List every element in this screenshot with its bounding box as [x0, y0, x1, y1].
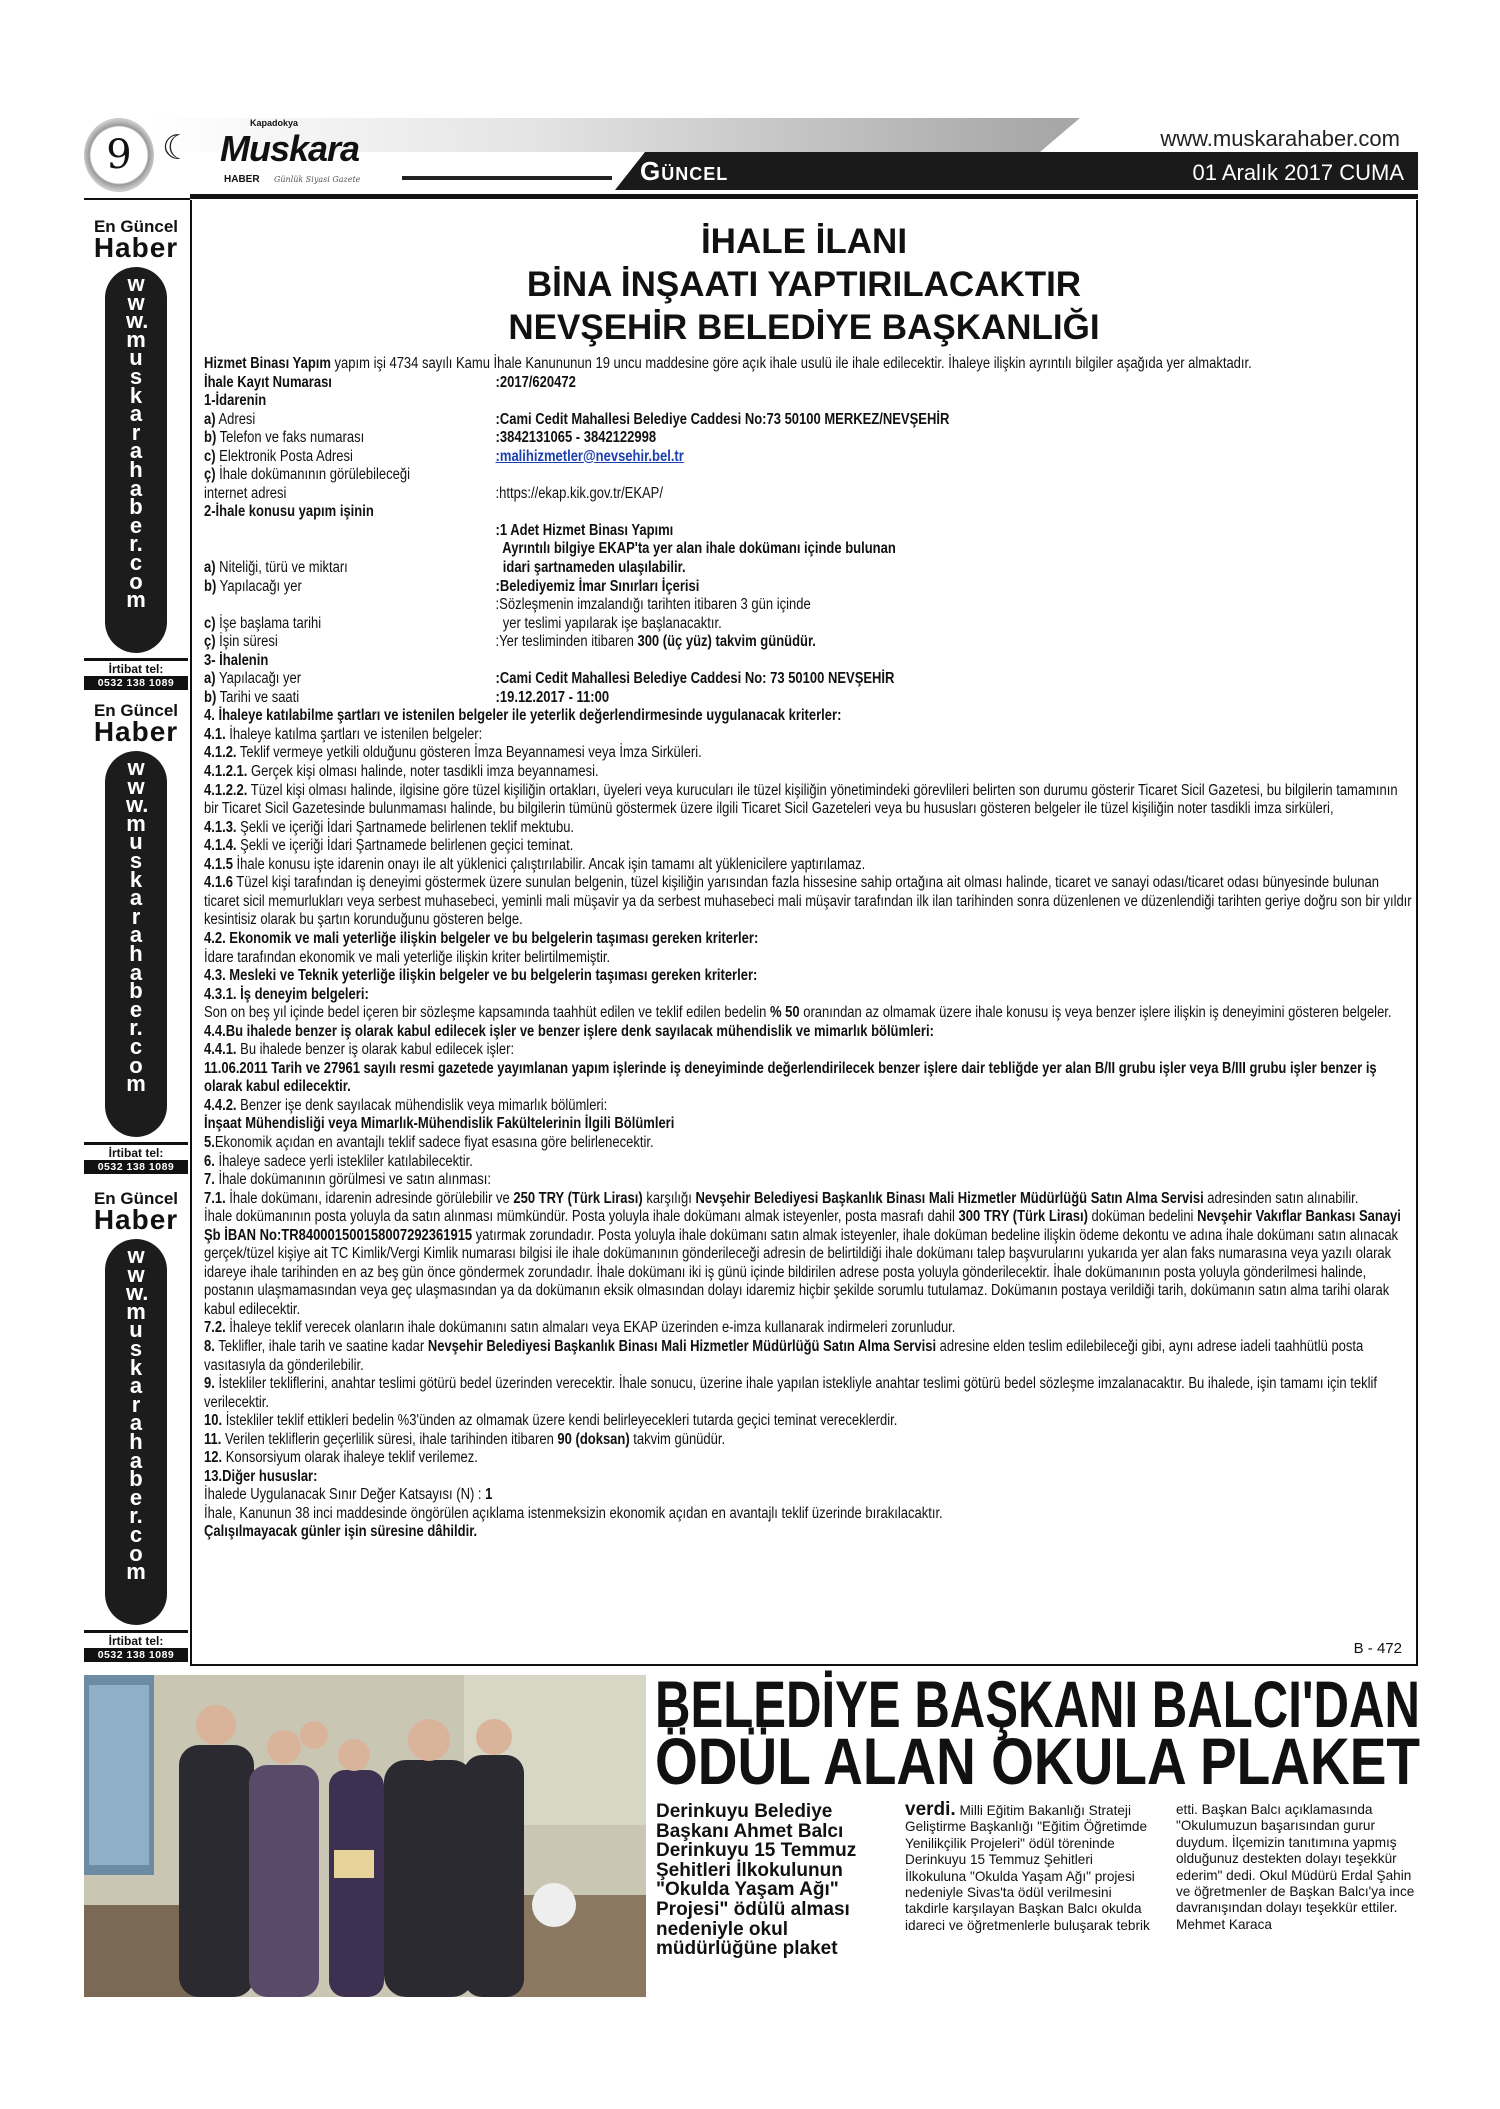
text-segment: 4.1.2.2. — [204, 781, 248, 799]
text-segment: c) — [204, 614, 216, 632]
text-segment: İhaleye teklif verecek olanların ihale dokümanını satın almaları veya EKAP üzerinden e-imza kullanarak indirmeleri zorunludur. — [225, 1319, 956, 1337]
text-segment: 7.1. — [204, 1189, 226, 1207]
notice-field-row — [204, 689, 1414, 708]
logo-top-text: Kapadokya — [250, 118, 299, 128]
text-segment: Benzer işe denk sayılacak mühendislik veya mimarlık bölümleri: — [236, 1096, 608, 1114]
text-segment: Ekonomik açıdan en avantajlı teklif sadece fiyat esasına göre belirlenecektir. — [214, 1133, 654, 1151]
field-label-line — [204, 689, 496, 708]
text-segment: :https://ekap.kik.gov.tr/EKAP/ — [495, 484, 663, 502]
text-segment: :Sözleşmenin imzalandığı tarihten itibaren 3 gün içinde — [495, 596, 811, 614]
text-segment: adresinden satın alınabilir. — [1203, 1189, 1359, 1207]
website-banner — [84, 214, 188, 692]
text-segment: 12. — [204, 1449, 223, 1467]
notice-paragraph — [204, 874, 1414, 930]
field-value-line — [496, 689, 1415, 708]
text-segment: a) — [204, 559, 216, 577]
field-label — [204, 429, 496, 448]
field-value-line — [496, 411, 1415, 430]
notice-field-row — [204, 578, 1414, 597]
text-segment: yatırmak zorundadır. Posta yoluyla ihale dokümanı satın almak isteyenler, ihale doküman bedeline ilişkin ödeme dekontu ve adına ihale dokümanı satın alınacak gerçek/tüzel kişiye ait TC Kimlik/Vergi Kimlik numarası bilgisi ile ihale dokümanının gönderileceği adresin de belirtildiği ihale dokümanı talep başvurularını yukarıda yer alan faks numarasına veya yazılı olarak idareye ihale tarihinden en az beş gün önce göndermek zorundadır. İhale dokümanı iki iş günü içinde bildirilen adrese posta yoluyla gönderilecektir. İhale dokümanının posta yoluyla gönderilmesi halinde, postanın ulaşmamasından veya geç ulaşmasından ya da dokümanın eksik olmasından dolayı idaremiz hiçbir şekilde sorumlu tutulamaz. Dokümanın postaya verildiği tarih, dokümanın satın alma tarihi olarak kabul edilecektir. — [204, 1226, 1399, 1318]
banner-heading: En Güncel — [93, 1189, 179, 1208]
text-segment: 250 TRY (Türk Lirası) — [513, 1189, 643, 1207]
notice-paragraph — [204, 949, 1414, 968]
field-value — [496, 633, 1415, 652]
notice-paragraph — [204, 1134, 1414, 1153]
text-segment: İhale, Kanunun 38 inci maddesinde öngörülen açıklama istenmeksizin ekonomik açıdan en avantajlı teklif üzerinde bırakılacaktır. — [204, 1504, 943, 1522]
text-segment: 4.4.1. — [204, 1041, 237, 1059]
notice-field-row — [204, 522, 1414, 578]
text-segment: Niteliği, türü ve miktarı — [215, 559, 348, 577]
headline-line: ÖDÜL ALAN OKULA PLAKET — [655, 1724, 1420, 1798]
field-label — [204, 466, 496, 503]
text-segment: Nevşehir Belediyesi Başkanlık Binası Mali Hizmetler Müdürlüğü Satın Alma Servisi — [427, 1337, 937, 1355]
notice-paragraph — [204, 1319, 1414, 1338]
notice-paragraph — [204, 1449, 1414, 1468]
text-segment: ç) — [204, 466, 216, 484]
text-segment: 4.4.Bu ihalede benzer iş olarak kabul edilecek işler ve benzer işlere denk sayılacak mühendislik ve mimarlık bölümleri: — [204, 1022, 934, 1040]
text-segment: 300 TRY (Türk Lirası) — [958, 1208, 1088, 1226]
text-segment: internet adresi — [204, 484, 287, 502]
website-url: www.muskarahaber.com — [1160, 126, 1400, 151]
header-rule-left — [84, 198, 190, 200]
text-segment: İhale dokümanının posta yoluyla da satın alınması mümkündür. Posta yoluyla ihale dokümanı almak isteyenler, posta masrafı dahil — [204, 1208, 959, 1226]
text-segment: 4.1. — [204, 725, 226, 743]
field-value — [496, 670, 1415, 689]
text-segment: Tarihi ve saati — [216, 688, 300, 706]
notice-paragraph — [204, 503, 1414, 522]
text-segment: 4.4.2. — [204, 1096, 237, 1114]
field-label-line — [204, 670, 496, 689]
article-lede: Derinkuyu Belediye Başkanı Ahmet Balcı Derinkuyu 15 Temmuz Şehitleri İlkokulunun "Okulda Yaşam Ağı" Projesi" ödülü alması nedeniyle okul müdürlüğüne plaket — [656, 1801, 857, 1960]
text-segment: Nevşehir Vakıflar Bankası Sanayi Şb İBAN No:TR840001500158007292361915 — [204, 1208, 1401, 1244]
notice-title — [192, 220, 1416, 349]
field-value-line — [496, 670, 1415, 689]
text-segment: Konsorsiyum olarak ihaleye teklif verilemez. — [222, 1449, 478, 1467]
text-segment: Tüzel kişi olması halinde, ilgisine göre tüzel kişiliğin ortakları, üyeleri veya kurucuları ile tüzel kişiliğin yönetimindeki görevlileri belirten son durumu gösterir Ticaret Sicil Gazetesi, bu bilgilerin tamamının bir Ticaret Sicil Gazetesinde bulunmaması halinde, bu bilgilerin tümünü göstermek üzere ilgili Ticaret Sicil Gazeteleri veya bu hususları gösteren belgeler ile tüzel kişiliğin noter tasdikli imza sirküleri, — [204, 781, 1398, 818]
website-banner — [84, 698, 188, 1176]
notice-paragraph — [204, 1338, 1414, 1375]
text-segment: c) — [204, 447, 216, 465]
text-segment: 4.3. Mesleki ve Teknik yeterliğe ilişkin belgeler ve bu belgelerin taşıması gereken kriterler: — [204, 967, 758, 985]
notice-field-row — [204, 448, 1414, 467]
banner-url: www.muskarahaber.com — [126, 271, 149, 613]
text-segment: adresine elden teslim edilebileceği gibi, aynı adrese iadeli taahhütlü posta vasıtasıyla da gönderilebilir. — [204, 1337, 1364, 1374]
field-value — [496, 578, 1415, 597]
field-value — [496, 522, 1415, 578]
text-segment: 4.1.2. — [204, 744, 237, 762]
text-segment: Son on beş yıl içinde bedel içeren bir sözleşme kapsamında taahhüt edilen ve teklif edilen bedelin — [204, 1004, 770, 1022]
field-label-line — [204, 559, 496, 578]
text-segment: 6. — [204, 1152, 215, 1170]
field-value-line — [496, 578, 1415, 597]
logo-brand: Muskara — [220, 128, 360, 169]
text-segment: 300 (üç yüz) takvim günüdür. — [637, 633, 816, 651]
text-segment: Teklif vermeye yetkili olduğunu gösteren İmza Beyannamesi veya İmza Sirküleri. — [236, 744, 702, 762]
notice-paragraph — [204, 856, 1414, 875]
text-segment: İhale dokümanının görülebileceği — [215, 466, 411, 484]
field-label-line — [204, 411, 496, 430]
text-segment: 2-İhale konusu yapım işinin — [204, 503, 374, 521]
banner-url-pill — [105, 1239, 167, 1625]
notice-paragraph — [204, 1505, 1414, 1524]
notice-paragraph — [204, 1431, 1414, 1450]
field-value-line — [496, 429, 1415, 448]
page-number: 9 — [84, 118, 154, 192]
field-value — [496, 411, 1415, 430]
text-segment: 4.2. Ekonomik ve mali yeterliğe ilişkin belgeler ve bu belgelerin taşıması gereken kriterler: — [204, 929, 759, 947]
notice-paragraph — [204, 1468, 1414, 1487]
text-segment: a) — [204, 410, 216, 428]
field-label-line — [204, 466, 496, 485]
notice-title-line: NEVŞEHİR BELEDİYE BAŞKANLIĞI — [508, 308, 1100, 347]
logo-sub: HABER — [224, 174, 260, 185]
text-segment: 9. — [204, 1375, 215, 1393]
field-value — [496, 448, 1415, 467]
tender-notice — [190, 200, 1418, 1666]
field-value — [496, 596, 1415, 633]
contact-phone: 0532 138 1089 — [84, 1160, 188, 1174]
notice-field-row — [204, 670, 1414, 689]
text-segment: doküman bedelini — [1087, 1208, 1198, 1226]
text-segment: yapım işi 4734 sayılı Kamu İhale Kanununun 19 uncu maddesine göre açık ihale usulü ile ihale edilecektir. İhaleye ilişkin ayrıntılı bilgiler aşağıda yer almaktadır. — [330, 355, 1252, 372]
notice-paragraph — [204, 930, 1414, 949]
banner-url: www.muskarahaber.com — [126, 755, 149, 1097]
notice-paragraph — [204, 652, 1414, 671]
notice-paragraph — [204, 1486, 1414, 1505]
text-segment: İşin süresi — [215, 633, 278, 651]
field-value — [496, 429, 1415, 448]
field-label — [204, 633, 496, 652]
text-segment: İhaleye sadece yerli istekliler katılabilecektir. — [214, 1152, 473, 1170]
text-segment: :Yer tesliminden itibaren — [495, 633, 638, 651]
column-lead: verdi. — [905, 1799, 956, 1820]
banner-heading-large: Haber — [93, 232, 179, 263]
text-segment: b) — [204, 429, 217, 447]
article-headline — [655, 1667, 1420, 1798]
text-segment: idari şartnameden ulaşılabilir. — [495, 559, 686, 577]
field-value-line — [496, 633, 1415, 652]
field-label — [204, 374, 496, 393]
notice-field-row — [204, 633, 1414, 652]
notice-field-row — [204, 374, 1414, 393]
article-column-2 — [905, 1799, 1150, 1934]
text-segment: Tüzel kişi tarafından iş deneyimi göstermek üzere sunulan belgenin, tüzel kişiliğin yarısından fazla hissesine sahip ortağına ait olması halinde, ticaret ve sanayi odası/ticaret odası bünyesinde bulunan ticaret sicil memurlukları veya serbest muhasebeci, yeminli mali müşavir ya da serbest muhasebeci mali müşavir tarafından ilk ilan tarihinden sonra düzenlenen ve düzenlendiği tarihten geriye doğru son bir yıldır kesintisiz olarak bu şartın korunduğunu gösteren belge. — [204, 874, 1412, 929]
notice-paragraph — [204, 782, 1414, 819]
text-segment: Elektronik Posta Adresi — [215, 447, 353, 465]
headline-line: BELEDİYE BAŞKANI BALCI'DAN — [655, 1667, 1420, 1741]
notice-paragraph — [204, 986, 1414, 1005]
text-segment: İnşaat Mühendisliği veya Mimarlık-Mühendislik Fakültelerinin İlgili Bölümleri — [204, 1115, 675, 1133]
field-label-line — [204, 615, 496, 634]
banner-url-pill — [105, 267, 167, 653]
notice-paragraph — [204, 707, 1414, 726]
notice-paragraph — [204, 1171, 1414, 1190]
text-segment: b) — [204, 577, 217, 595]
text-segment: 1 — [485, 1486, 493, 1504]
banner-heading: En Güncel — [93, 701, 179, 720]
text-segment: İstekliler teklif ettikleri bedelin %3'ünden az olmamak üzere kendi belirleyecekleri tutarda geçici teminat vereceklerdir. — [222, 1412, 898, 1430]
field-label-line — [204, 633, 496, 652]
notice-body — [204, 355, 1414, 1542]
banner-url: www.muskarahaber.com — [126, 1243, 149, 1585]
field-value — [496, 689, 1415, 708]
text-segment: 3- İhalenin — [204, 651, 269, 669]
text-segment: takvim günüdür. — [629, 1430, 726, 1448]
logo-underline — [402, 176, 612, 180]
text-segment: Adresi — [215, 410, 256, 428]
text-segment: 4.1.3. — [204, 818, 237, 836]
notice-paragraph — [204, 726, 1414, 745]
text-segment: b) — [204, 688, 217, 706]
field-label-line — [204, 429, 496, 448]
notice-paragraph — [204, 1097, 1414, 1116]
text-segment: İhaleye katılma şartları ve istenilen belgeler: — [225, 725, 483, 743]
banner-heading-large: Haber — [93, 1204, 179, 1235]
notice-paragraph — [204, 355, 1414, 374]
text-segment: 1-İdarenin — [204, 392, 267, 410]
notice-paragraph — [204, 1375, 1414, 1412]
text-segment: :19.12.2017 - 11:00 — [495, 688, 610, 706]
field-value-line — [496, 615, 1415, 634]
text-segment: 7.2. — [204, 1319, 226, 1337]
field-value — [496, 374, 1415, 393]
newspaper-logo — [162, 118, 402, 192]
header-rule — [190, 194, 1418, 199]
text-segment: Yapılacağı yer — [216, 577, 302, 595]
text-segment: yer teslimi yapılarak işe başlanacaktır. — [495, 614, 722, 632]
text-segment: karşılığı — [642, 1189, 696, 1207]
text-segment: Bu ihalede benzer iş olarak kabul edilecek işler: — [236, 1041, 515, 1059]
text-segment: a) — [204, 670, 216, 688]
contact-phone: 0532 138 1089 — [84, 676, 188, 690]
notice-paragraph — [204, 1208, 1414, 1319]
text-segment: % 50 — [769, 1004, 800, 1022]
logo-tagline: Günlük Siyasi Gazete — [274, 175, 361, 184]
text-segment: 4.1.6 — [204, 874, 233, 892]
text-segment: Çalışılmayacak günler işin süresine dâhildir. — [204, 1523, 478, 1541]
contact-label: İrtibat tel: — [84, 1630, 188, 1648]
notice-paragraph — [204, 1004, 1414, 1023]
field-label-line — [204, 485, 496, 504]
notice-paragraph — [204, 1412, 1414, 1431]
notice-paragraph — [204, 819, 1414, 838]
text-segment: 4.1.5 — [204, 855, 233, 873]
notice-paragraph — [204, 744, 1414, 763]
notice-paragraph — [204, 1523, 477, 1542]
field-label-line — [204, 374, 496, 393]
banner-heading-large: Haber — [93, 716, 179, 747]
notice-paragraph — [204, 1023, 1414, 1042]
text-segment: İdare tarafından ekonomik ve mali yeterliğe ilişkin kriter belirtilmemiştir. — [204, 948, 611, 966]
field-value-line — [496, 596, 1415, 615]
notice-paragraph — [204, 1190, 1414, 1209]
column-text: Milli Eğitim Bakanlığı Strateji Geliştirme Başkanlığı "Eğitim Öğretimde Yenilikçilik Projeleri" ödül töreninde Derinkuyu 15 Temmuz Şehitleri İlkokuluna "Okulda Yaşam Ağı" projesi nedeniyle Sivas'ta ödül verilmesini takdirle karşılayan Başkan Balcı okulda idareci ve öğretmenlerle buluşarak tebrik — [905, 1803, 1150, 1933]
text-segment: 7. — [204, 1171, 215, 1189]
notice-paragraph — [204, 1153, 1414, 1172]
text-segment: :Cami Cedit Mahallesi Belediye Caddesi No: 73 50100 NEVŞEHİR — [495, 670, 895, 688]
text-segment: 8. — [204, 1337, 215, 1355]
text-segment: İşe başlama tarihi — [215, 614, 322, 632]
text-segment: :Cami Cedit Mahallesi Belediye Caddesi No:73 50100 MERKEZ/NEVŞEHİR — [495, 410, 950, 428]
text-segment: Şekli ve içeriği İdari Şartnamede belirlenen geçici teminat. — [236, 837, 574, 855]
field-value — [496, 466, 1415, 503]
text-segment: 11. — [204, 1430, 222, 1448]
text-segment: 90 (doksan) — [557, 1430, 630, 1448]
text-segment: :1 Adet Hizmet Binası Yapımı — [495, 521, 674, 539]
article-column-3: etti. Başkan Balcı açıklamasında "Okulumuzun başarısından gurur duydum. İlçemizin tanıtımına yapmış olduğunuz destekten dolayı teşekkür ederim" dedi. Okul Müdürü Erdal Şahin ve öğretmenler de Başkan Balcı'ya ince davranışından dolayı teşekkür ettiler. Mehmet Karaca — [1176, 1802, 1415, 1932]
issue-date: 01 Aralık 2017 CUMA — [1192, 160, 1404, 185]
text-segment: 4.1.4. — [204, 837, 237, 855]
section-title: Güncel — [640, 156, 729, 186]
notice-title-line: BİNA İNŞAATI YAPTIRILACAKTIR — [526, 265, 1082, 304]
field-label — [204, 670, 496, 689]
notice-paragraph — [204, 967, 1414, 986]
text-segment: Teklifler, ihale tarih ve saatine kadar — [214, 1337, 428, 1355]
email-link[interactable]: :malihizmetler@nevsehir.bel.tr — [495, 447, 684, 465]
text-segment: İhale Kayıt Numarası — [204, 373, 332, 391]
text-segment: Telefon ve faks numarası — [216, 429, 365, 447]
notice-field-row — [204, 429, 1414, 448]
website-banner — [84, 1186, 188, 1664]
banner-heading: En Güncel — [93, 217, 179, 236]
text-segment: 4. İhaleye katılabilme şartları ve istenilen belgeler ile yeterlik değerlendirmesinde uygulanacak kriterler: — [204, 707, 842, 725]
notice-paragraph — [204, 1060, 1414, 1097]
notice-paragraph — [204, 1115, 1414, 1134]
text-segment: :Belediyemiz İmar Sınırları İçerisi — [495, 577, 700, 595]
field-value-line — [496, 540, 1415, 559]
text-segment: İhale dokümanının görülmesi ve satın alınması: — [214, 1171, 491, 1189]
notice-paragraph — [204, 837, 1414, 856]
contact-label: İrtibat tel: — [84, 1142, 188, 1160]
text-segment: Şekli ve içeriği İdari Şartnamede belirlenen teklif mektubu. — [236, 818, 575, 836]
text-segment: 13.Diğer hususlar: — [204, 1467, 318, 1485]
field-label — [204, 578, 496, 597]
text-segment: :3842131065 - 3842122998 — [495, 429, 657, 447]
text-segment: 11.06.2011 Tarih ve 27961 sayılı resmi gazetede yayımlanan yapım işlerinde iş deneyiminde değerlendirilecek benzer işlere dair tebliğde yer alan B/II grubu işler veya B/III grubu işler benzer iş olarak kabul edilecektir. — [204, 1059, 1377, 1096]
field-value-line — [496, 485, 1415, 504]
notice-field-row — [204, 466, 1414, 503]
text-segment: Ayrıntılı bilgiye EKAP'ta yer alan ihale dokümanı içinde bulunan — [495, 540, 896, 558]
text-segment: İhale dokümanı, idarenin adresinde görülebilir ve — [225, 1189, 514, 1207]
notice-paragraph — [204, 763, 1414, 782]
field-label-line — [204, 578, 496, 597]
text-segment: 5. — [204, 1133, 215, 1151]
text-segment: İstekliler tekliflerini, anahtar teslimi götürü bedel üzerinden verecektir. İhale sonucu, üzerine ihale yapılan istekliyle anahtar teslimi götürü bedel sözleşme imzalanacaktır. Bu ihalede, işin tamamı için teklif verilecektir. — [204, 1375, 1377, 1411]
notice-paragraph — [204, 392, 1414, 411]
text-segment: Nevşehir Belediyesi Başkanlık Binası Mali Hizmetler Müdürlüğü Satın Alma Servisi — [695, 1189, 1204, 1207]
field-label-line — [204, 448, 496, 467]
logo-swirl-icon: ☾ — [162, 129, 193, 167]
field-label — [204, 448, 496, 467]
text-segment: 10. — [204, 1412, 223, 1430]
text-segment: İhalede Uygulanacak Sınır Değer Katsayısı (N) : — [204, 1486, 486, 1504]
text-segment: İhale konusu işte idarenin onayı ile alt yüklenici çalıştırılabilir. Ancak işin tamamı alt yüklenicilere yaptırılamaz. — [232, 855, 866, 873]
notice-paragraph — [204, 1041, 1414, 1060]
banner-url-pill — [105, 751, 167, 1137]
text-segment: oranından az olmamak üzere ihale konusu iş veya benzer işlere ilişkin iş deneyimini gösteren belgeler. — [799, 1004, 1392, 1022]
notice-field-row — [204, 596, 1414, 633]
notice-field-row — [204, 411, 1414, 430]
field-value-line — [496, 448, 1415, 467]
text-segment: :2017/620472 — [495, 373, 576, 391]
notice-title-line: İHALE İLANI — [700, 222, 908, 261]
field-label — [204, 411, 496, 430]
text-segment: Verilen tekliflerin geçerlilik süresi, ihale tarihinden itibaren — [221, 1430, 558, 1448]
contact-phone: 0532 138 1089 — [84, 1648, 188, 1662]
field-label — [204, 522, 496, 578]
text-segment: Yapılacağı yer — [215, 670, 302, 688]
field-value-line — [496, 559, 1415, 578]
notice-code: B - 472 — [1353, 1640, 1402, 1657]
article-photo — [84, 1675, 646, 1997]
field-label — [204, 689, 496, 708]
field-value-line — [496, 522, 1415, 541]
text-segment: 4.3.1. İş deneyim belgeleri: — [204, 985, 369, 1003]
field-label — [204, 596, 496, 633]
text-segment: ç) — [204, 633, 216, 651]
text-segment: Gerçek kişi olması halinde, noter tasdikli imza beyannamesi. — [247, 763, 599, 781]
text-segment: 4.1.2.1. — [204, 763, 248, 781]
text-segment: Hizmet Binası Yapım — [204, 355, 331, 372]
contact-label: İrtibat tel: — [84, 658, 188, 676]
field-value-line — [496, 374, 1415, 393]
